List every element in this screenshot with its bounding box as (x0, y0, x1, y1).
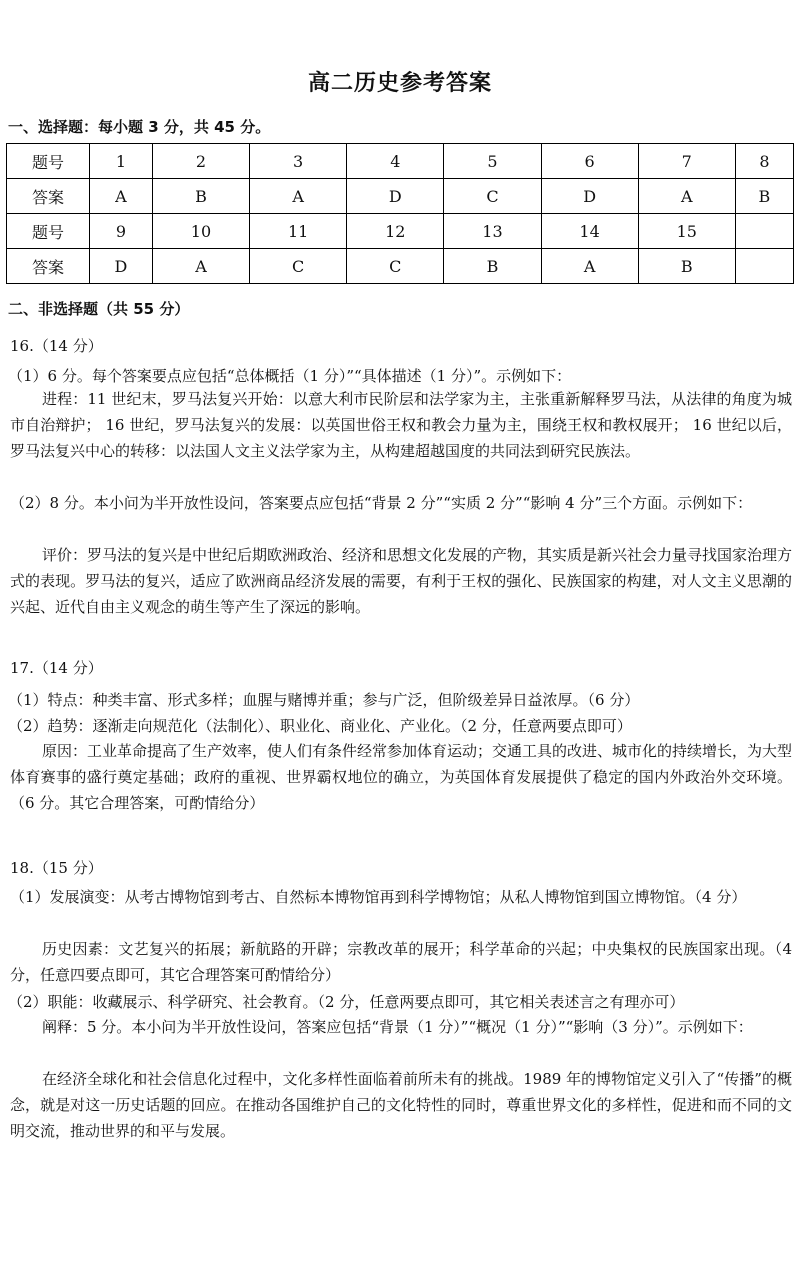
answer-table-cell: D (347, 179, 444, 214)
answer-table-cell: 8 (735, 144, 793, 179)
answer-table-cell: 1 (90, 144, 153, 179)
page-title: 高二历史参考答案 (307, 71, 492, 96)
answer-table-row (7, 144, 794, 179)
q16-heading: 16.（14 分） (10, 337, 103, 355)
answer-table-cell: A (541, 249, 638, 284)
section1-heading: 一、选择题：每小题 3 分，共 45 分。 (8, 118, 271, 136)
q17-heading: 17.（14 分） (10, 659, 103, 677)
q18-part2-body: 阐释：5 分。本小问为半开放性设问，答案应包括“背景（1 分）”“概况（1 分）”“影响（3 分）”。示例如下： (42, 1018, 753, 1036)
answer-table-cell: B (152, 179, 249, 214)
q17-part2-body: 原因：工业革命提高了生产效率，使人们有条件经常参加体育运动；交通工具的改进、城市化的持续增长，为大型体育赛事的盛行奠定基础；政府的重视、世界霸权地位的确立，为英国体育发展提供了稳定的国内外政治外交环境。（6 分。其它合理答案，可酌情给分） (10, 742, 793, 812)
answer-table-cell: 15 (638, 214, 735, 249)
answer-table-row-label: 答案 (7, 179, 90, 214)
answer-table-cell: 11 (250, 214, 347, 249)
q16-part2: （2）8 分。本小问为半开放性设问，答案要点应包括“背景 2 分”“实质 2 分”“影响 4 分”三个方面。示例如下： (10, 494, 753, 512)
q18-heading: 18.（15 分） (10, 859, 103, 877)
answer-table-row-label: 题号 (7, 214, 90, 249)
answer-table-row (7, 214, 794, 249)
q17-part2: （2）趋势：逐渐走向规范化（法制化）、职业化、商业化、产业化。（2 分，任意两要点即可） (8, 717, 632, 735)
answer-table-row-label: 答案 (7, 249, 90, 284)
answer-table-cell: 3 (250, 144, 347, 179)
answer-table-row (7, 179, 794, 214)
answer-table-cell: 2 (152, 144, 249, 179)
answer-table-cell (735, 249, 793, 284)
answer-table-cell: 9 (90, 214, 153, 249)
answer-table-cell: 5 (444, 144, 541, 179)
answer-table-row (7, 249, 794, 284)
q18-part2: （2）职能：收藏展示、科学研究、社会教育。（2 分，任意两要点即可，其它相关表述言之有理亦可） (8, 993, 685, 1011)
answer-table-cell: A (638, 179, 735, 214)
q18-example: 在经济全球化和社会信息化过程中，文化多样性面临着前所未有的挑战。1989 年的博物馆定义引入了“传播”的概念，就是对这一历史话题的回应。在推动各国维护自己的文化特性的同时，尊重世界文化的多样性，促进和而不同的文明交流，推动世界的和平与发展。 (10, 1070, 792, 1140)
answer-table-cell: 10 (152, 214, 249, 249)
q18-part1: （1）发展演变：从考古博物馆到考古、自然标本博物馆再到科学博物馆；从私人博物馆到国立博物馆。（4 分） (10, 888, 747, 906)
answer-table-cell: A (152, 249, 249, 284)
answer-table-cell: A (250, 179, 347, 214)
answer-table-cell: C (250, 249, 347, 284)
q16-part2-body: 评价：罗马法的复兴是中世纪后期欧洲政治、经济和思想文化发展的产物，其实质是新兴社会力量寻找国家治理方式的表现。罗马法的复兴，适应了欧洲商品经济发展的需要，有利于王权的强化、民族国家的构建，对人文主义思潮的兴起、近代自由主义观念的萌生等产生了深远的影响。 (10, 546, 793, 616)
answer-table (6, 143, 794, 284)
section2-heading: 二、非选择题（共 55 分） (8, 300, 190, 318)
q16-part1: （1）6 分。每个答案要点应包括“总体概括（1 分）”“具体描述（1 分）”。示例如下： (8, 367, 572, 385)
answer-table-cell (735, 214, 793, 249)
answer-table-cell: 12 (347, 214, 444, 249)
answer-table-cell: A (90, 179, 153, 214)
answer-table-cell: D (90, 249, 153, 284)
q18-part1-body: 历史因素：文艺复兴的拓展；新航路的开辟；宗教改革的展开；科学革命的兴起；中央集权的民族国家出现。（4 分，任意四要点即可，其它合理答案可酌情给分） (10, 940, 792, 984)
answer-table-cell: C (444, 179, 541, 214)
q17-part1: （1）特点：种类丰富、形式多样；血腥与赌博并重；参与广泛，但阶级差异日益浓厚。（6 分） (8, 691, 640, 709)
answer-table-cell: B (735, 179, 793, 214)
answer-table-cell: 7 (638, 144, 735, 179)
q16-part1-body: 进程：11 世纪末，罗马法复兴开始：以意大利市民阶层和法学家为主，主张重新解释罗马法，从法律的角度为城市自治辩护； 16 世纪，罗马法复兴的发展：以英国世俗王权和教会力量为主，围绕王权和教权展开； 16 世纪以后，罗马法复兴中心的转移：以法国人文主义法学家为主，从构建超越国度的共同法到研究民族法。 (10, 390, 792, 460)
answer-table-cell: 6 (541, 144, 638, 179)
answer-table-cell: 13 (444, 214, 541, 249)
answer-table-cell: B (638, 249, 735, 284)
answer-table-cell: 14 (541, 214, 638, 249)
answer-table-cell: B (444, 249, 541, 284)
answer-table-cell: 4 (347, 144, 444, 179)
answer-table-row-label: 题号 (7, 144, 90, 179)
answer-table-cell: C (347, 249, 444, 284)
answer-table-cell: D (541, 179, 638, 214)
